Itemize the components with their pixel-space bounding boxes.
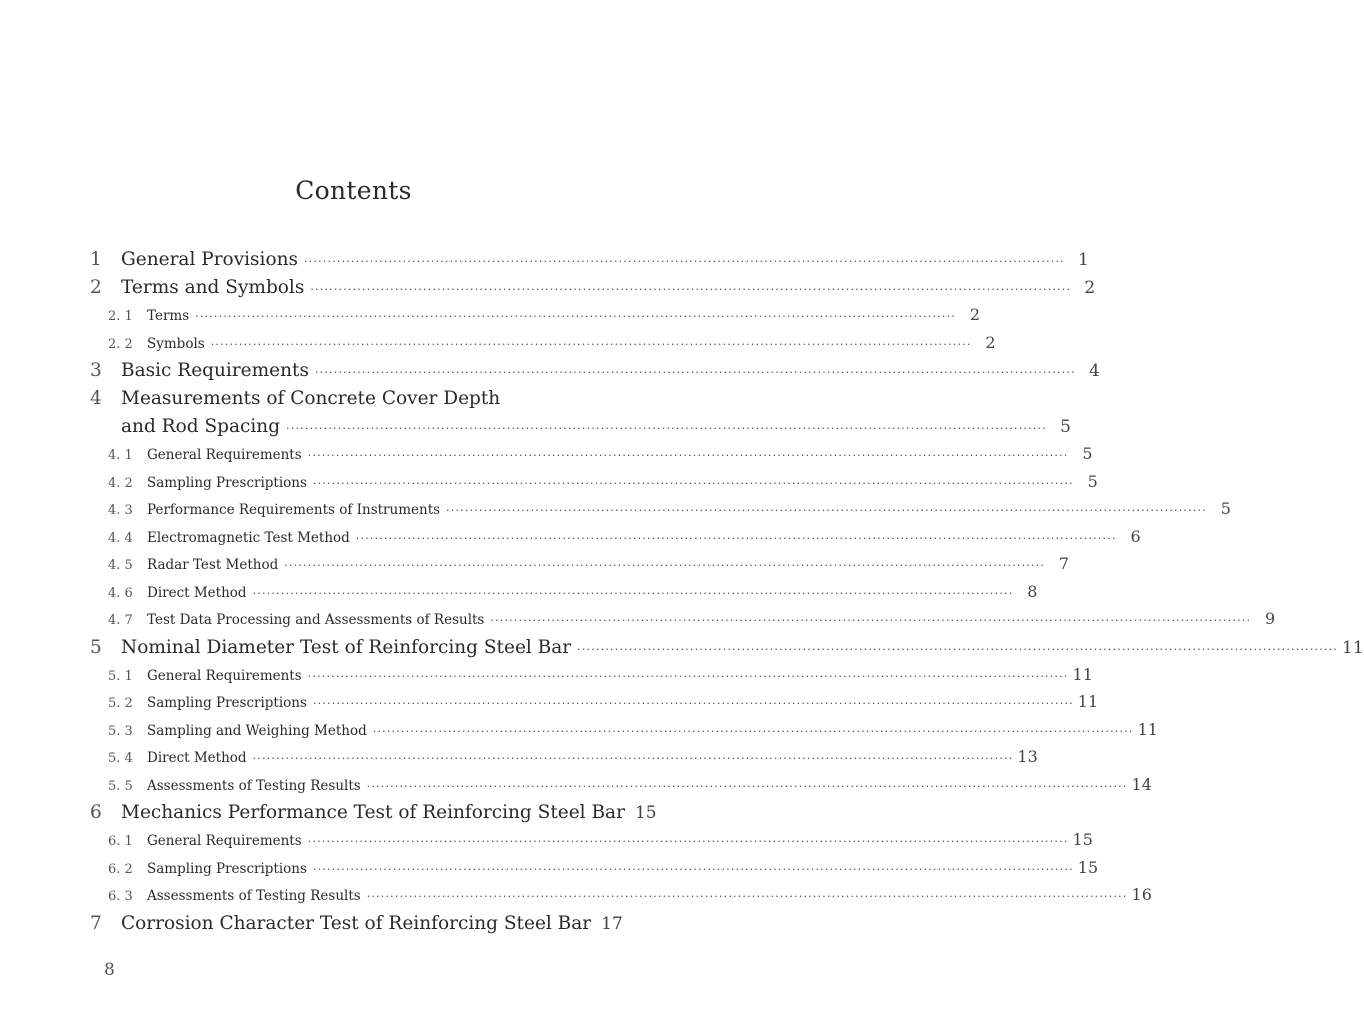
toc-entry-number: 4. 3 xyxy=(108,503,133,518)
toc-entry-number: 4. 7 xyxy=(108,613,133,628)
toc-entry-page: 13 xyxy=(1017,747,1038,766)
dot-leader xyxy=(356,532,1117,545)
toc-entry-title: Corrosion Character Test of Reinforcing Steel Bar xyxy=(121,912,592,934)
dot-leader xyxy=(315,366,1076,379)
toc-entry-page: 9 xyxy=(1265,609,1276,628)
dot-leader xyxy=(308,835,1069,848)
toc-entry-title: Direct Method xyxy=(147,750,247,766)
toc-entry-title: Radar Test Method xyxy=(147,557,279,573)
toc-entry-2[interactable] xyxy=(90,277,1096,305)
toc-entry-page: 15 xyxy=(634,803,657,823)
toc-entry-4-2[interactable] xyxy=(90,471,1098,500)
toc-entry-title: Symbols xyxy=(147,335,205,352)
toc-entry-page: 5 xyxy=(1087,471,1098,491)
toc-entry-title: Nominal Diameter Test of Reinforcing Steel Bar xyxy=(121,636,572,658)
dot-leader xyxy=(284,559,1045,572)
toc-entry-4-5[interactable] xyxy=(90,554,1070,582)
toc-entry-5[interactable] xyxy=(90,636,1364,665)
toc-entry-number: 6. 3 xyxy=(108,889,133,904)
toc-entry-title: Assessments of Testing Results xyxy=(147,888,361,904)
toc-entry-page: 5 xyxy=(1082,444,1093,463)
toc-entry-number: 5. 1 xyxy=(108,668,133,684)
toc-entry-number: 2. 2 xyxy=(108,336,133,352)
toc-entry-number: 5. 2 xyxy=(108,696,133,711)
dot-leader xyxy=(308,670,1069,683)
toc-entry-number: 4 xyxy=(90,388,102,409)
toc-entry-3[interactable] xyxy=(90,360,1100,388)
toc-entry-5-1[interactable] xyxy=(90,664,1093,693)
toc-entry-page: 1 xyxy=(1078,250,1089,270)
toc-entry-title: Electromagnetic Test Method xyxy=(147,529,350,546)
dot-leader xyxy=(308,449,1069,462)
dot-leader xyxy=(253,587,1014,600)
dot-leader xyxy=(313,477,1074,490)
dot-leader xyxy=(253,752,1014,765)
toc-entry-title: Performance Requirements of Instruments xyxy=(147,502,441,518)
toc-entry-page: 14 xyxy=(1131,774,1152,794)
dot-leader xyxy=(211,338,972,351)
toc-entry-6-3[interactable] xyxy=(90,885,1152,913)
toc-entry-page: 2 xyxy=(985,332,996,352)
dot-leader xyxy=(373,725,1134,738)
toc-entry-title: General Provisions xyxy=(121,249,299,270)
toc-entry-5-2[interactable] xyxy=(90,692,1099,720)
toc-entry-title: General Requirements xyxy=(147,447,302,463)
dot-leader xyxy=(195,310,956,323)
toc-entry-page: 11 xyxy=(1342,637,1364,658)
page-number: 8 xyxy=(104,960,115,980)
dot-leader xyxy=(577,643,1338,656)
toc-entry-number: 2 xyxy=(90,277,102,298)
toc-entry-6[interactable] xyxy=(90,802,657,830)
toc-entry-page: 8 xyxy=(1027,581,1038,601)
toc-entry-5-3[interactable] xyxy=(90,719,1158,748)
toc-entry-page: 4 xyxy=(1089,361,1100,381)
toc-entry-7[interactable] xyxy=(90,912,623,941)
toc-entry-page: 15 xyxy=(1077,857,1099,877)
toc-entry-5-5[interactable] xyxy=(90,774,1152,803)
dot-leader xyxy=(286,422,1047,435)
toc-entry-page: 17 xyxy=(601,913,623,934)
toc-entry-number: 1 xyxy=(90,249,102,270)
dot-leader xyxy=(367,780,1128,793)
toc-entry-page: 6 xyxy=(1130,526,1141,546)
toc-entry-page: 11 xyxy=(1077,692,1099,711)
toc-entry-page: 11 xyxy=(1072,664,1093,684)
toc-entry-page: 2 xyxy=(969,305,980,324)
toc-entry-title-continuation: and Rod Spacing xyxy=(121,416,281,437)
toc-entry-5-4[interactable] xyxy=(90,747,1038,775)
dot-leader xyxy=(313,863,1074,876)
toc-entry-2-1[interactable] xyxy=(90,305,980,333)
toc-entry-page: 5 xyxy=(1220,499,1231,518)
dot-leader xyxy=(367,890,1128,903)
toc-entry-page: 15 xyxy=(1072,830,1093,849)
toc-entry-4-7[interactable] xyxy=(90,609,1276,637)
toc-entry-4-continuation[interactable] xyxy=(90,416,1071,444)
toc-entry-number: 4. 5 xyxy=(108,558,133,573)
toc-entry-number: 6. 2 xyxy=(108,861,133,877)
toc-entry-number: 4. 4 xyxy=(108,530,133,546)
toc-entry-title: Assessments of Testing Results xyxy=(147,777,361,794)
page-title: Contents xyxy=(295,176,412,205)
toc-entry-number: 5 xyxy=(90,636,102,658)
toc-entry-number: 5. 5 xyxy=(108,778,133,794)
toc-entry-title: General Requirements xyxy=(147,833,302,849)
toc-entry-number: 4. 1 xyxy=(108,448,133,463)
table-of-contents xyxy=(90,249,1364,941)
toc-entry-number: 4. 2 xyxy=(108,475,133,491)
toc-entry-number: 5. 3 xyxy=(108,723,133,739)
toc-entry-title: Direct Method xyxy=(147,584,247,601)
toc-entry-1[interactable] xyxy=(90,249,1089,277)
toc-entry-4-6[interactable] xyxy=(90,581,1038,610)
toc-entry-number: 5. 4 xyxy=(108,751,133,766)
dot-leader xyxy=(446,504,1207,517)
toc-entry-title: Basic Requirements xyxy=(121,360,309,381)
toc-entry-4-1[interactable] xyxy=(90,444,1093,472)
toc-entry-number: 7 xyxy=(90,912,102,934)
dot-leader xyxy=(490,614,1251,627)
toc-entry-title: Sampling Prescriptions xyxy=(147,860,307,877)
toc-entry-page: 11 xyxy=(1137,719,1158,739)
toc-entry-4[interactable] xyxy=(90,388,616,416)
toc-entry-title: Sampling Prescriptions xyxy=(147,695,307,711)
toc-entry-6-1[interactable] xyxy=(90,830,1093,858)
toc-entry-4-4[interactable] xyxy=(90,526,1141,555)
toc-entry-2-2[interactable] xyxy=(90,332,996,361)
toc-entry-6-2[interactable] xyxy=(90,857,1099,886)
toc-entry-number: 6 xyxy=(90,802,102,823)
toc-entry-title: Sampling Prescriptions xyxy=(147,474,307,491)
toc-entry-4-3[interactable] xyxy=(90,499,1231,527)
toc-entry-number: 6. 1 xyxy=(108,834,133,849)
toc-entry-title: Test Data Processing and Assessments of Results xyxy=(147,612,485,628)
toc-entry-number: 2. 1 xyxy=(108,309,133,324)
toc-entry-title: General Requirements xyxy=(147,667,302,684)
toc-entry-page: 2 xyxy=(1084,278,1096,298)
toc-entry-title: Measurements of Concrete Cover Depth xyxy=(121,388,501,409)
toc-entry-title: Terms and Symbols xyxy=(121,277,305,298)
dot-leader xyxy=(310,283,1071,296)
toc-entry-title: Mechanics Performance Test of Reinforcing Steel Bar xyxy=(121,802,625,823)
toc-entry-number: 3 xyxy=(90,360,102,381)
toc-entry-title: Terms xyxy=(147,308,190,324)
dot-leader xyxy=(304,255,1065,268)
dot-leader xyxy=(313,697,1074,710)
toc-entry-page: 5 xyxy=(1060,417,1071,437)
toc-entry-page: 7 xyxy=(1058,554,1070,573)
toc-entry-page: 16 xyxy=(1131,885,1152,904)
toc-entry-title: Sampling and Weighing Method xyxy=(147,722,367,739)
toc-entry-number: 4. 6 xyxy=(108,585,133,601)
